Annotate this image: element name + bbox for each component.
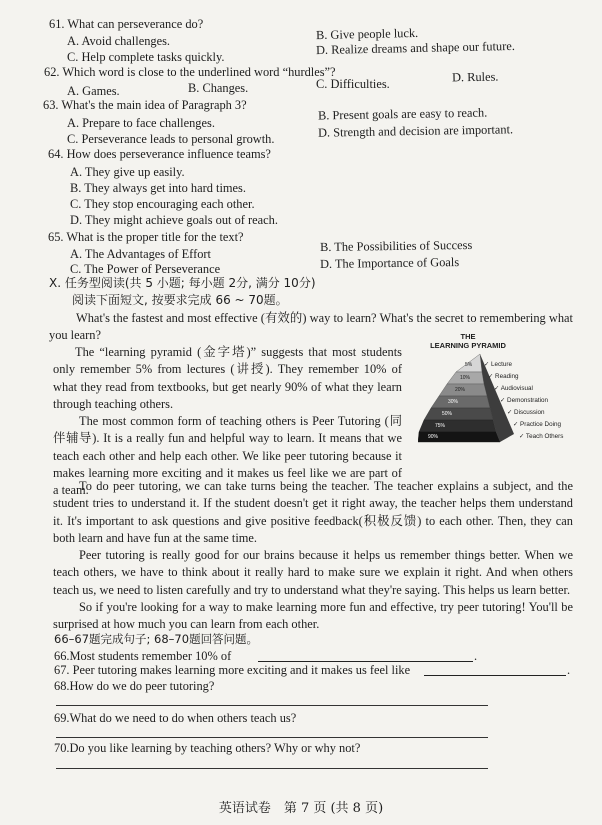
passage-paragraph-5: Peer tutoring is really good for our brains because it helps us remember things better. When we teach others, we have to think about it really hard to make sure we explain it right. And when others teach us, we need to listen carefully and try to understand what they're saying. This helps us learn better. xyxy=(53,548,573,597)
task-68-prompt: 68.How do we do peer tutoring? xyxy=(54,679,215,693)
pyramid-pct-practice-doing: 75% xyxy=(435,423,446,429)
task-69-answer-line[interactable] xyxy=(56,737,488,738)
pyramid-pct-discussion: 50% xyxy=(442,411,453,417)
task-67-answer-blank[interactable] xyxy=(424,675,566,676)
tasks-instruction: 66–67题完成句子; 68–70题回答问题。 xyxy=(54,632,259,646)
q61-stem: 61. What can perseverance do? xyxy=(49,17,204,31)
q65-option-c[interactable]: C. The Power of Perseverance xyxy=(70,262,221,276)
q61-option-b[interactable]: B. Give people luck. xyxy=(315,25,419,43)
section-instruction: 阅读下面短文, 按要求完成 66 ~ 70题。 xyxy=(72,293,288,307)
q62-option-d[interactable]: D. Rules. xyxy=(451,69,499,85)
pyramid-label-reading: ✓ Reading xyxy=(488,373,519,380)
q65-option-a[interactable]: A. The Advantages of Effort xyxy=(70,247,211,261)
q64-option-c[interactable]: C. They stop encouraging each other. xyxy=(70,197,255,211)
learning-pyramid-figure xyxy=(418,330,598,448)
q65-stem: 65. What is the proper title for the text? xyxy=(48,230,244,244)
task-67-prompt: 67. Peer tutoring makes learning more exciting and it makes us feel like xyxy=(54,663,411,677)
pyramid-pct-teach-others: 90% xyxy=(428,434,439,440)
q62-option-c[interactable]: C. Difficulties. xyxy=(316,77,390,91)
task-68-answer-line[interactable] xyxy=(56,705,488,706)
task-70-prompt: 70.Do you like learning by teaching others? Why or why not? xyxy=(54,741,361,755)
pyramid-label-lecture: ✓ Lecture xyxy=(484,361,513,368)
pyramid-label-audiovisual: ✓ Audiovisual xyxy=(494,385,533,392)
q64-stem: 64. How does perseverance influence teams? xyxy=(48,147,271,161)
q63-option-d[interactable]: D. Strength and decision are important. xyxy=(317,122,514,140)
pyramid-title-line1: THE xyxy=(460,332,476,341)
section-heading: Ⅹ. 任务型阅读(共 5 小题; 每小题 2分, 满分 10分) xyxy=(49,276,316,290)
q63-option-b[interactable]: B. Present goals are easy to reach. xyxy=(317,105,488,123)
passage-paragraph-1: What's the fastest and most effective (有效的) way to learn? What's the secret to remembering what you learn? xyxy=(49,311,573,343)
q65-option-d[interactable]: D. The Importance of Goals xyxy=(319,255,460,271)
q62-stem: 62. Which word is close to the underlined word “hurdles”? xyxy=(44,65,336,79)
passage-paragraph-6: So if you're looking for a way to make learning more fun and effective, try peer tutoring! You'll be surprised at how much you can learn from each other. xyxy=(53,600,573,632)
q64-option-d[interactable]: D. They might achieve goals out of reach. xyxy=(70,213,278,227)
task-66-answer-blank[interactable] xyxy=(258,661,473,662)
pyramid-label-teach-others: ✓ Teach Others xyxy=(519,433,564,440)
pyramid-label-practice-doing: ✓ Practice Doing xyxy=(513,421,561,428)
pyramid-pct-demonstration: 30% xyxy=(448,399,459,405)
pyramid-pct-audiovisual: 20% xyxy=(455,387,466,393)
q64-option-a[interactable]: A. They give up easily. xyxy=(70,165,185,179)
q64-option-b[interactable]: B. They always get into hard times. xyxy=(70,181,246,195)
passage-paragraph-4: To do peer tutoring, we can take turns being the teacher. The teacher explains a subject, and the student tries to understand it. If the student doesn't get it right away, the teacher helps them understand it. It's important to ask questions and give positive feedback(积极反馈) to each other. Then, they can both learn and have fun at the same time. xyxy=(53,479,573,545)
passage-paragraph-2: The “learning pyramid (金字塔)” suggests that most students only remember 5% from lectures (讲授). They remember 10% of what they read from textbooks, but get nearly 90% of what they learn through teaching others. xyxy=(53,345,402,411)
page-footer: 英语试卷 第 7 页 (共 8 页) xyxy=(218,801,384,816)
task-66-prompt: 66.Most students remember 10% of xyxy=(54,649,232,663)
q62-option-b[interactable]: B. Changes. xyxy=(188,81,249,95)
passage-paragraph-3: The most common form of teaching others is Peer Tutoring (同伴辅导). It is a really fun and helpful way to learn. It means that we teach each other and help each other. We like peer tutoring because it makes learning more exciting and it makes us feel like we are part of a team. xyxy=(53,414,402,498)
q61-option-c[interactable]: C. Help complete tasks quickly. xyxy=(67,50,225,64)
q62-option-a[interactable]: A. Games. xyxy=(67,84,120,98)
pyramid-label-demonstration: ✓ Demonstration xyxy=(500,397,548,404)
pyramid-title-line2: LEARNING PYRAMID xyxy=(430,341,506,350)
task-69-prompt: 69.What do we need to do when others teach us? xyxy=(54,711,297,725)
q63-option-c[interactable]: C. Perseverance leads to personal growth. xyxy=(67,132,275,146)
task-66-period: . xyxy=(474,649,478,663)
q61-option-a[interactable]: A. Avoid challenges. xyxy=(67,34,171,48)
q61-option-d[interactable]: D. Realize dreams and shape our future. xyxy=(315,38,515,58)
pyramid-pct-lecture: 5% xyxy=(465,362,473,368)
q65-option-b[interactable]: B. The Possibilities of Success xyxy=(319,237,473,255)
q63-stem: 63. What's the main idea of Paragraph 3? xyxy=(43,98,247,112)
task-70-answer-line[interactable] xyxy=(56,768,488,769)
pyramid-pct-reading: 10% xyxy=(460,375,471,381)
pyramid-label-discussion: ✓ Discussion xyxy=(507,409,545,416)
task-67-period: . xyxy=(567,663,571,677)
q63-option-a[interactable]: A. Prepare to face challenges. xyxy=(67,116,215,130)
